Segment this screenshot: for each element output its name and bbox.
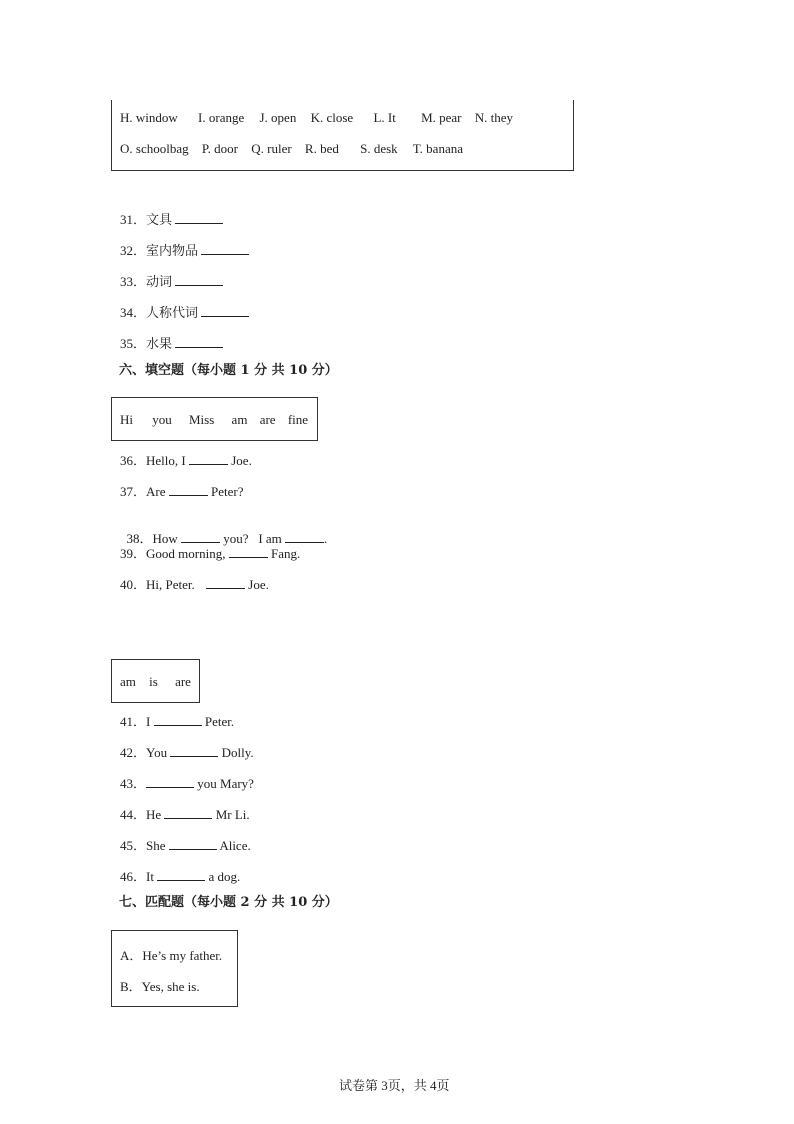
question-text: you Mary? (197, 776, 254, 791)
question-text: Fang. (270, 546, 301, 561)
question-32 (120, 240, 249, 259)
question-text: You (146, 745, 168, 760)
answer-blank[interactable] (169, 838, 217, 850)
question-36 (120, 450, 252, 469)
section-7-heading: 七、匹配题（每小题 2 分 共 10 分） (119, 895, 338, 910)
question-number: 44． (120, 807, 147, 822)
word-bank-item: are (259, 412, 276, 427)
answer-blank[interactable] (175, 212, 223, 224)
question-number: 43． (120, 776, 147, 791)
answer-blank[interactable] (164, 807, 212, 819)
question-text: How (152, 531, 178, 546)
word-bank-item: J. open (259, 110, 297, 125)
question-text: It (146, 869, 154, 884)
question-number: 39． (120, 546, 147, 561)
answer-blank[interactable] (229, 546, 268, 558)
question-35 (120, 333, 223, 352)
word-bank-row-2 (120, 141, 463, 157)
answer-blank[interactable] (201, 243, 249, 255)
question-44 (120, 804, 250, 823)
word-bank-item: S. desk (360, 141, 398, 156)
word-bank-item: you (152, 412, 172, 427)
word-bank-row (120, 412, 308, 428)
question-number: 33． (120, 274, 147, 289)
question-number: 36． (120, 453, 147, 468)
question-text: 文具 (146, 212, 173, 227)
question-number: 42． (120, 745, 147, 760)
match-option-a: A．He’s my father. (120, 948, 223, 963)
question-number: 34． (120, 305, 147, 320)
question-text: Are (146, 484, 166, 499)
answer-blank[interactable] (285, 531, 324, 543)
question-text: He (146, 807, 162, 822)
word-bank-item: N. they (474, 110, 514, 125)
question-text: Peter? (211, 484, 244, 499)
question-number: 37． (120, 484, 147, 499)
word-bank-item: H. window (120, 110, 178, 125)
question-40 (120, 574, 269, 593)
word-bank-item: fine (287, 412, 309, 427)
answer-blank[interactable] (175, 274, 223, 286)
word-bank-row-1 (120, 110, 513, 126)
question-text: Good morning, (146, 546, 226, 561)
question-42 (120, 742, 254, 761)
word-bank-item: am (231, 412, 248, 427)
page-footer: 试卷第 3页，共 4页 (339, 1078, 450, 1093)
word-bank-item: O. schoolbag (120, 141, 189, 156)
question-text: Alice. (219, 838, 251, 853)
word-bank-item: Miss (189, 412, 215, 427)
word-bank-item: L. It (373, 110, 396, 125)
answer-blank[interactable] (169, 484, 208, 496)
question-text: . (324, 531, 328, 546)
word-bank-item: T. banana (412, 141, 463, 156)
word-bank-item: K. close (310, 110, 354, 125)
question-33 (120, 271, 223, 290)
question-number: 46． (120, 869, 147, 884)
question-number: 31． (120, 212, 147, 227)
question-34 (120, 302, 249, 321)
question-text: 人称代词 (146, 305, 199, 320)
word-bank-item: M. pear (421, 110, 462, 125)
question-text: 室内物品 (146, 243, 199, 258)
word-bank-item: are (175, 674, 191, 689)
word-bank-item: I. orange (198, 110, 245, 125)
question-41 (120, 711, 234, 730)
question-text: 动词 (146, 274, 173, 289)
word-bank-item: R. bed (304, 141, 339, 156)
answer-blank[interactable] (154, 714, 202, 726)
answer-blank[interactable] (175, 336, 223, 348)
answer-blank[interactable] (201, 305, 249, 317)
question-31 (120, 209, 223, 228)
answer-blank[interactable] (170, 745, 218, 757)
question-number: 38． (126, 531, 153, 546)
word-bank-item: P. door (201, 141, 238, 156)
question-text: 水果 (146, 336, 173, 351)
question-text: I (146, 714, 151, 729)
answer-blank[interactable] (157, 869, 205, 881)
question-text: Dolly. (221, 745, 254, 760)
word-bank-item: Q. ruler (251, 141, 292, 156)
answer-blank[interactable] (189, 453, 228, 465)
word-bank-item: am (120, 674, 136, 689)
question-number: 41． (120, 714, 147, 729)
question-text: Hi, Peter. (146, 577, 195, 592)
match-options-box (111, 930, 238, 1007)
question-38 (120, 512, 327, 547)
question-43 (120, 773, 254, 792)
section-6-heading: 六、填空题（每小题 1 分 共 10 分） (119, 363, 338, 378)
question-text: She (146, 838, 166, 853)
word-bank-row (120, 674, 191, 690)
match-option-b: B．Yes, she is. (120, 979, 200, 994)
question-45 (120, 835, 251, 854)
question-text: Joe. (231, 453, 252, 468)
question-text: you? I am (223, 531, 282, 546)
question-text: Peter. (204, 714, 235, 729)
answer-blank[interactable] (206, 577, 245, 589)
question-number: 40． (120, 577, 147, 592)
question-number: 32． (120, 243, 147, 258)
question-text: Mr Li. (215, 807, 250, 822)
question-46 (120, 866, 240, 885)
question-text: Joe. (248, 577, 269, 592)
question-number: 45． (120, 838, 147, 853)
word-bank-item: is (149, 674, 158, 689)
answer-blank[interactable] (181, 531, 220, 543)
question-39 (120, 543, 300, 562)
answer-blank[interactable] (146, 776, 194, 788)
question-text: a dog. (208, 869, 241, 884)
question-number: 35． (120, 336, 147, 351)
word-bank-item: Hi (120, 412, 133, 427)
question-text: Hello, I (146, 453, 186, 468)
question-37 (120, 481, 244, 500)
